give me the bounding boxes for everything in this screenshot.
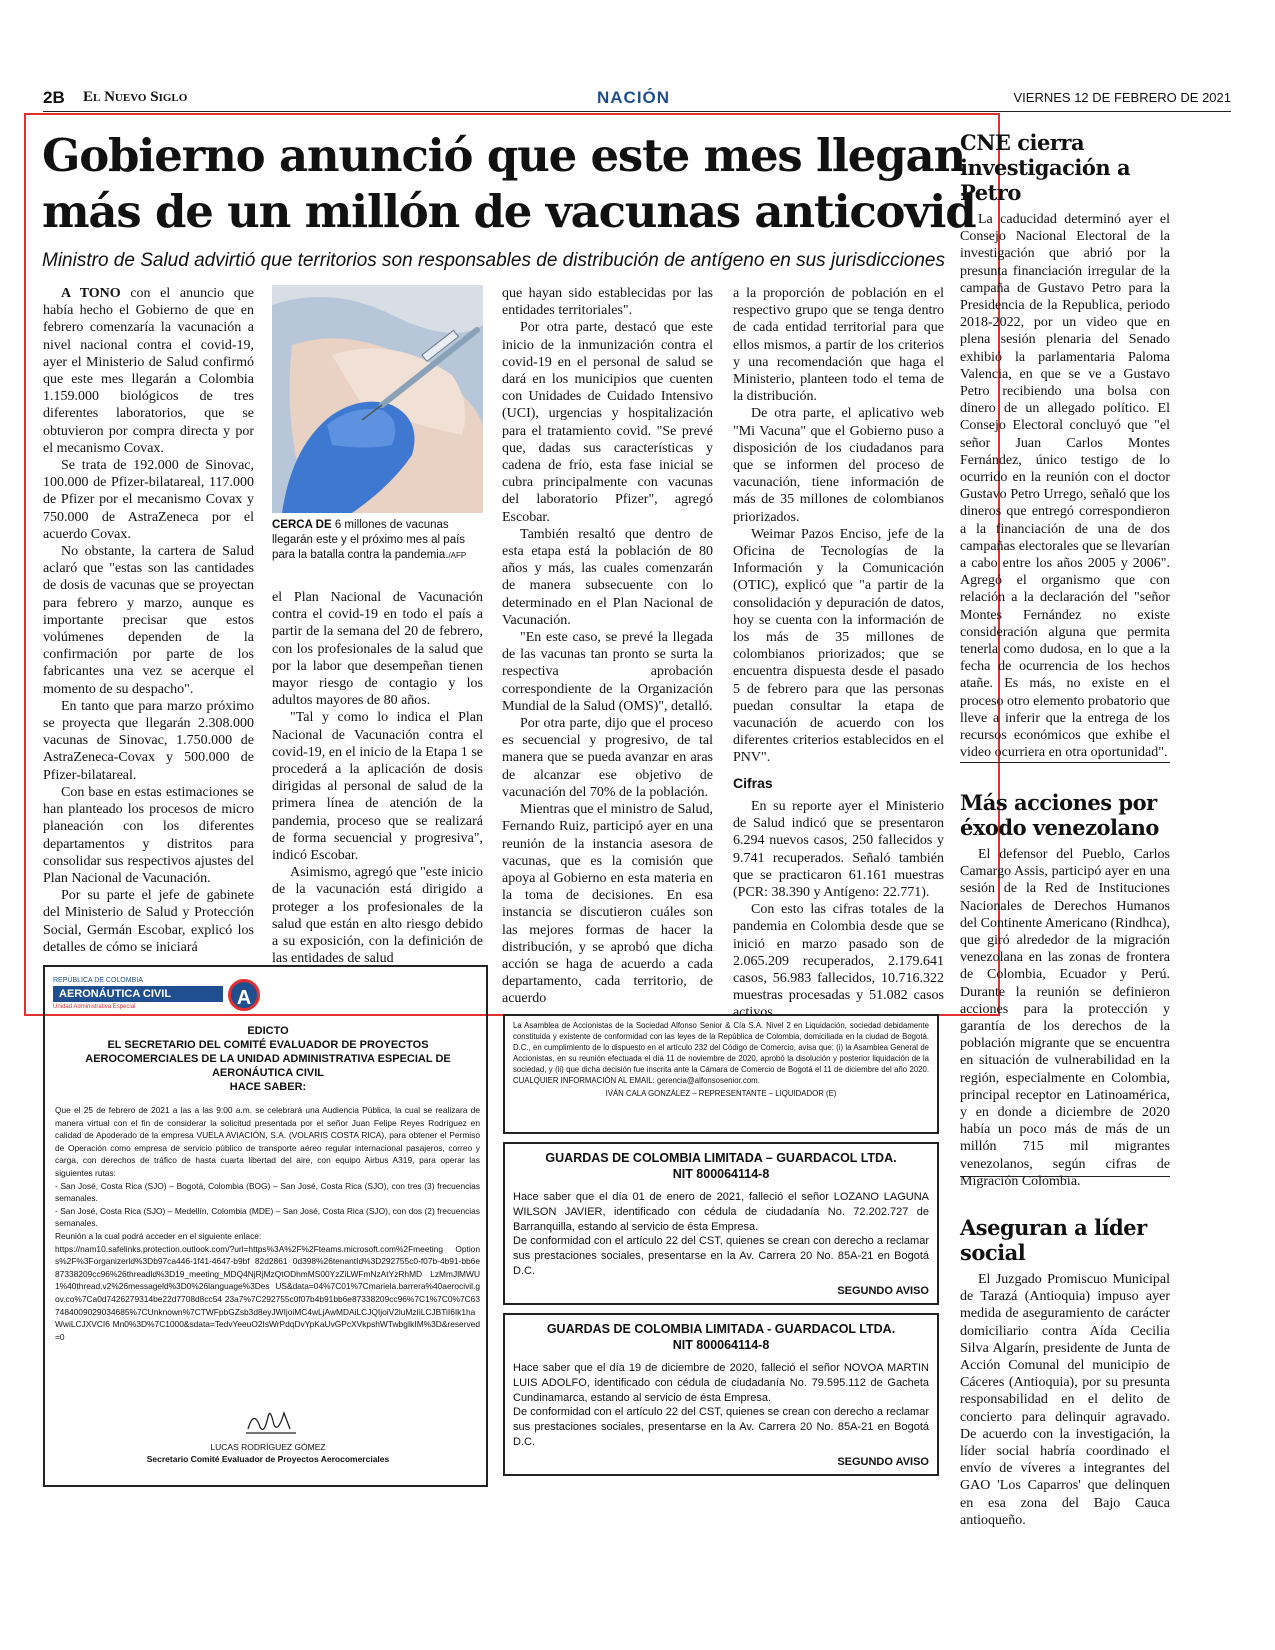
brief-title: CNE cierra investigación a Petro [960, 130, 1131, 205]
edicto-heading: EDICTO EL SECRETARIO DEL COMITÉ EVALUADOR DE PROYECTOS AEROCOMERCIALES DE LA UNIDAD ADMINISTRATIVA ESPECIAL DE AERONÁUTICA CIVIL HACE SABER: [85, 1025, 451, 1093]
signature-image [240, 1399, 300, 1441]
news-brief-venezuela [960, 790, 1170, 1205]
article-paragraph: Con esto las cifras totales de la pandemia en Colombia desde que se inició en marzo pasado son de 2.065.209 recuperados, 2.179.641 casos, 56.983 fallecidos, 10.716.322 muestras procesadas y 51.082 casos activos. [733, 902, 944, 1021]
article-paragraph: Mientras que el ministro de Salud, Fernando Ruiz, participó ayer en una reunión de la instancia asesora de vacunas, que es la comisión que apoya al Gobierno en esta materia en la toma de decisiones. En esa instancia se discutieron cuáles son las mejores formas de hacer la distribución, y se aprobó que dicha acción se haga de acuerdo a cada departamento, cada territorio, de acuerdo [502, 802, 713, 1007]
article-paragraph: que hayan sido establecidas por las entidades territoriales". [502, 286, 713, 319]
masthead [43, 88, 1231, 112]
brief-divider [960, 762, 1170, 763]
article-column-3 [502, 285, 713, 1005]
brief-divider [960, 1176, 1170, 1177]
article-paragraph: A TONO con el anuncio que había hecho el Gobierno de que en febrero comenzaría la vacunación a nivel nacional contra el covid-19, ayer el Ministerio de Salud confirmó que este mes llegarán a Colombia 1.159.000 biológicos de tres diferentes laboratorios, que se obtuvieron por compra directa y por el mecanismo Covax. [43, 286, 255, 456]
article-paragraph: Weimar Pazos Enciso, jefe de la Oficina de Tecnologías de la Información y la Comunicación (OTIC), explicó que "a partir de la consolidación y depuración de datos, hoy se cuenta con la información de los más de 35 millones de colombianos priorizados; que se encuentra dispuesta desde el pasado 5 de febrero para que las personas puedan consultar la etapa de vacunación de acuerdo con los diferentes criterios establecidos en el PNV". [733, 526, 944, 766]
vaccine-syringe-image [272, 285, 483, 513]
newspaper-name: El Nuevo Siglo [83, 89, 188, 105]
article-paragraph: También resaltó que dentro de esta etapa está la población de 80 años y más, las cuales comenzarán de manera subsecuente con lo determinado en el Plan Nacional de Vacunación. [502, 526, 713, 628]
article-paragraph: a la proporción de población en el respectivo grupo que se tenga dentro de cada entidad territorial para que ellos mismos, a partir de los criterios y una recomendación que haga el Ministerio, planteen todo el tema de la distribución. [733, 286, 944, 405]
notice-aviso: SEGUNDO AVISO [837, 1284, 929, 1297]
notice-title: GUARDAS DE COLOMBIA LIMITADA – GUARDACOL LTDA. [545, 1151, 897, 1165]
article-paragraph: Con base en estas estimaciones se han planteado los procesos de micro planeación con los diferentes departamentos y distritos para consolidar sus respectivos ajustes del Plan Nacional de Vacunación. [43, 784, 254, 886]
notice-title: GUARDAS DE COLOMBIA LIMITADA - GUARDACOL LTDA. [546, 1322, 896, 1336]
brief-title: Más acciones por éxodo venezolano [960, 790, 1159, 840]
article-column-1 [43, 285, 254, 1005]
notice-nit: NIT 800064114-8 [672, 1338, 770, 1352]
section-name: NACIÓN [597, 88, 671, 107]
cifras-subheading: Cifras [733, 774, 773, 791]
article-paragraph: el Plan Nacional de Vacunación contra el covid-19 en todo el país a partir de la semana del 20 de febrero, con los profesionales de la salud que por la labor que desempeñan tienen mayor riesgo de contagio y los adultos mayores de 80 años. [272, 590, 483, 709]
aerocivil-emblem-icon: A [228, 979, 260, 1011]
liquidation-notice: La Asamblea de Accionistas de la Sociedad Alfonso Senior & Cía S.A. Nivel 2 en Liquidación, sociedad debidamente constituida y existente de conformidad con las leyes de la República de Colombia, domiciliada en la ciudad de Bogotá. D.C., en cumplimiento de lo dispuesto en el artículo 232 del Código de Comercio, avisa que: (i) la Asamblea General de Accionistas, en su reunión efectuada el día 11 de noviembre de 2020, aprobó la disolución y posterior liquidación de la sociedad, y (ii) que dicha decisión fue inscrita ante la Cámara de Comercio de Bogotá el 11 de diciembre del año 2020. CUALQUIER INFORMACIÓN AL EMAIL: gerencia@alfonsosenior.com. IVÁN CALA GONZÁLEZ – REPRESENTANTE – LIQUIDADOR (E) [503, 1014, 939, 1134]
edicto-notice [43, 965, 488, 1487]
vaccination-photo [272, 285, 483, 513]
brief-body: El defensor del Pueblo, Carlos Camargo Assis, participó ayer en una sesión de la Red de Instituciones Nacionales de Derechos Humanos del Continente Americano (Rindhca), que giró alrededor de la migración venezolana en las zonas de frontera de Colombia, Ecuador y Perú. Durante la reunión se definieron acciones para la protección y garantía de los derechos de la población migrante que se encuentra en situación de vulnerabilidad en la región, especialmente en Colombia, principal receptor en Latinoamérica, y en donde a diciembre de 2020 había un poco más de más de un millón 715 mil migrantes venezolanos, según cifras de Migración Colombia. [960, 847, 1170, 1189]
guardacol-notice-2 [503, 1313, 939, 1476]
article-paragraph: En su reporte ayer el Ministerio de Salud indicó que se presentaron 6.294 nuevos casos, 250 fallecidos y 9.741 recuperados. Señaló también que se practicaron 61.161 muestras (PCR: 38.390 y Antígeno: 22.771). [733, 798, 944, 900]
article-paragraph: "Tal y como lo indica el Plan Nacional de Vacunación contra el covid-19, en el inicio de la Etapa 1 se procederá a la aplicación de dosis dirigidas al personal de salud de la primera línea de atención de la pandemia, proceso que se realizará de forma secuencial y progresiva", indicó Escobar. [272, 710, 483, 864]
article-paragraph: Por otra parte, destacó que este inicio de la inmunización contra el covid-19 en el personal de salud se dará en los municipios que cuenten con Unidades de Cuidado Intensivo (UCI), urgencias y hospitalización para el tratamiento covid. "Se prevé que, dadas sus características y cadena de frío, esta fase inicial se cubra principalmente con vacunas del laboratorio Pfizer", agregó Escobar. [502, 320, 713, 525]
article-paragraph: Asimismo, agregó que "este inicio de la vacunación está dirigido a proteger a los profesionales de la salud que están en alto riesgo debido a su exposición, con la definición de las entidades de salud [272, 865, 483, 967]
notice-body: Hace saber que el día 19 de diciembre de 2020, falleció el señor NOVOA MARTIN LUIS ADOLFO, identificado con cédula de ciudadanía No. 79.595.112 de Gacheta Cundinamarca, estando al servicio de ésta Empresa. De conformidad con el artículo 22 del CST, quienes se crean con derecho a reclamar sus prestaciones sociales, presentarse en la Av. Carrera 20 No. 85A-21 en Bogotá D.C. [513, 1362, 929, 1448]
news-brief-lider-social [960, 1215, 1170, 1529]
notice-body: Hace saber que el día 01 de enero de 2021, falleció el señor LOZANO LAGUNA WILSON JAVIER, identificado con cédula de ciudadanía No. 72.202.727 de Barranquilla, estando al servicio de ésta Empresa. De conformidad con el artículo 22 del CST, quienes se crean con derecho a reclamar sus prestaciones sociales, presentarse en la Av. Carrera 20 No. 85A-21 en Bogotá D.C. [513, 1191, 929, 1277]
edicto-signer: LUCAS RODRÍGUEZ GÓMEZ Secretario Comité Evaluador de Proyectos Aerocomerciales [146, 1442, 390, 1464]
article-paragraph: Se trata de 192.000 de Sinovac, 100.000 de Pfizer-bilatareal, 117.000 de Pfizer por el mecanismo Covax y 750.000 de AstraZeneca por el acuerdo Covax. [43, 458, 254, 542]
page-number: 2B [43, 88, 65, 107]
caption-text: 6 millones de vacunas llegarán este y el próximo mes al país para la batalla contra la pandemia. [272, 519, 466, 561]
lead-word: A TONO [61, 286, 121, 301]
guardacol-notice-1 [503, 1142, 939, 1305]
aerocivil-logo: REPÚBLICA DE COLOMBIA AERONÁUTICA CIVIL Unidad Administrativa Especial A [53, 977, 258, 1013]
brief-title: Aseguran a líder social [960, 1215, 1147, 1265]
article-paragraph: Por otra parte, dijo que el proceso es secuencial y progresivo, de tal manera que se pueda avanzar en aras de alcanzar ese objetivo de vacunación del 70% de la población. [502, 716, 713, 800]
news-briefs-column [960, 130, 1170, 1539]
brief-body: La caducidad determinó ayer el Consejo Nacional Electoral de la investigación que abrió por la presunta financiación irregular de la campaña de Gustavo Petro para la Presidencia de la Republica, periodo 2018-2022, por un video que en plena sesión plenaria del Senado exhibió la parlamentaria Paloma Valencia, en que se ve a Gustavo Petro recibiendo una bolsa con dinero de un allegado político. El Consejo Electoral concluyó que "el señor Juan Carlos Montes Fernández, único testigo de lo ocurrido en la reunión con el doctor Gustavo Petro Urrego, señaló que los dineros que entregó correspondieron a la financiación de una de dos campañas electorales que se llevarían a cabo entre los años 2005 y 2006". Agregó el organismo que con relación a la declaración del "señor Montes Fernández no existe consideración alguna que permita tenerla como dudosa, en lo que a la fecha de ocurrencia de los hechos atañe. Es más, no existe en el proceso otro elemento probatorio que lleve a inferir que la entrega de los recursos económicos que exhibe el video ocurriera en otra oportunidad". [960, 212, 1170, 761]
news-brief-cne [960, 130, 1170, 780]
notice-nit: NIT 800064114-8 [672, 1167, 770, 1181]
article-paragraph: Por su parte el jefe de gabinete del Ministerio de Salud y Protección Social, Germán Escobar, explicó los detalles de cómo se iniciará [43, 888, 254, 955]
photo-credit: /AFP [448, 551, 467, 560]
edicto-body: Que el 25 de febrero de 2021 a las a las 9:00 a.m. se celebrará una Audiencia Pública, la cual se realizara de manera virtual con el fin de considerar la solicitud presentada por el señor Juan Felipe Reyes Rodríguez en calidad de Apoderado de la empresa VUELA AVIACIÓN, S.A. (VOLARIS COSTA RICA), para obtener el Permiso de Operación como empresa de servicio público de transporte aéreo regular internacional pasajeros, correo y carga, con derechos de tráfico de hasta cuarta libertad del aire, con equipo Airbus A319, para operar las siguientes rutas: - San José, Costa Rica (SJO) – Bogotá, Colombia (BOG) – San José, Costa Rica (SJO), con tres (3) frecuencias semanales. - San José, Costa Rica (SJO) – Medellín, Colombia (MDE) – San José, Costa Rica (SJO), con dos (2) frecuencias semanales. Reunión a la cual podrá acceder en el siguiente enlace: https://nam10.safelinks.protection.outlook.com/?url=https%3A%2F%2Fteams.microsoft.com%2Fmeeting Options%2F%3Forganizerld%3Db97ca446-1f41-4647-b9bf 82d2861 0d398%26tenantId%3D292755c0-f07b-4b91-bb6e 87338209cc96%26threadld%3D19_meeting_MDQ4NjRjMzQtODhmMS00YzZiLWFmNzAtYzRhMD LzMmJlMWU1%40thread.v2%26messageld%3D0%26language%3Des US&data=04%7C01%7Cmariela.barrera%40aerocivil.gov.co%7Ca0d7426279314be22d7708d8cc54 23a7%7C292755c0f07b4b91bb6e87338209cc96%7C1%7C0%7C637484009029034685%7CUnknown%7CTWFpbGZsb3d8eyJWIjoiMC4wLjAwMDAiLCJQIjoiV2luMzIiLCJBTiI6Ik1haWwiLCJXVCI6 Mn0%3D%7C1000&sdata=TedvYeeuO2IsWrPdqDvYpKaUvGPcXVkpshWTwbgIkIM%3D&reserved=0 [55, 1105, 480, 1342]
article-paragraph: No obstante, la cartera de Salud aclaró que "estas son las cantidades de dosis de vacunas que se proyectan para febrero y marzo, aunque es importante precisar que estos volúmenes dependen de la confirmación por parte de los fabricantes una vez se acerque el momento de su despacho". [43, 544, 254, 697]
article-paragraph: De otra parte, el aplicativo web "Mi Vacuna" que el Gobierno puso a disposición de los ciudadanos para que se informen del proceso de vacunación, tiene información de más de 35 millones de colombianos priorizados. [733, 406, 944, 525]
notice-aviso: SEGUNDO AVISO [837, 1455, 929, 1468]
article-paragraph: "En este caso, se prevé la llegada de las vacunas tan pronto se surta la respectiva aprobación correspondiente de la Organización Mundial de la Salud (OMS)", detalló. [502, 630, 713, 714]
article-column-2 [272, 589, 483, 999]
article-column-4 [733, 285, 944, 1021]
caption-lead: CERCA DE [272, 519, 332, 531]
meeting-link[interactable]: https://nam10.safelinks.protection.outlook.com/?url=https%3A%2F%2Fteams.microsoft.com%2Fmeeting Options%2F%3Forganizerld%3Db97ca446-1f41-4647-b9bf 82d2861 0d398%26tenantId%3D292755c0-f07b-4b91-bb6e 87338209cc96%26threadld%3D19_meeting_MDQ4NjRjMzQtODhmMS00YzZiLWFmNzAtYzRhMD LzMmJlMWU1%40thread.v2%26messageld%3D0%26language%3Des US&data=04%7C01%7Cmariela.barrera%40aerocivil.gov.co%7Ca0d7426279314be22d7708d8cc54 23a7%7C292755c0f07b4b91bb6e87338209cc96%7C1%7C0%7C637484009029034685%7CUnknown%7CTWFpbGZsb3d8eyJWIjoiMC4wLjAwMDAiLCJQIjoiV2luMzIiLCJBTiI6Ik1haWwiLCJXVCI6 Mn0%3D%7C1000&sdata=TedvYeeuO2IsWrPdqDvYpKaUvGPcXVkpshWTwbgIkIM%3D&reserved=0 [55, 1243, 480, 1342]
issue-date: VIERNES 12 DE FEBRERO DE 2021 [1013, 90, 1231, 105]
article-headline: Gobierno anunció que este mes llegan más de un millón de vacunas anticovid [42, 129, 976, 238]
notice-signer: IVÁN CALA GONZÁLEZ – REPRESENTANTE – LIQUIDADOR (E) [605, 1089, 837, 1098]
photo-caption [272, 518, 483, 563]
article-paragraph: En tanto que para marzo próximo se proyecta que llegarán 2.308.000 vacunas de Sinovac, 1.750.000 de AstraZeneca-Covax y 500.000 de Pfizer-bilatareal. [43, 698, 254, 783]
article-subhead: Ministro de Salud advirtió que territorios son responsables de distribución de antígeno en sus jurisdicciones [42, 250, 946, 271]
brief-body: El Juzgado Promiscuo Municipal de Tarazá (Antioquia) impuso ayer medida de aseguramiento de carácter domiciliario contra Aída Cecilia Silva Algarín, presidente de Junta de Acción Comunal del municipio de Cáceres (Antioquia), por su presunta responsabilidad en el delito de concierto para delinquir agravado. De acuerdo con la investigación, la líder social habría coordinado el envío de víveres a integrantes del GAO 'Los Caparros' que delinquen en esa zona del Bajo Cauca antioqueño. [960, 1272, 1170, 1528]
